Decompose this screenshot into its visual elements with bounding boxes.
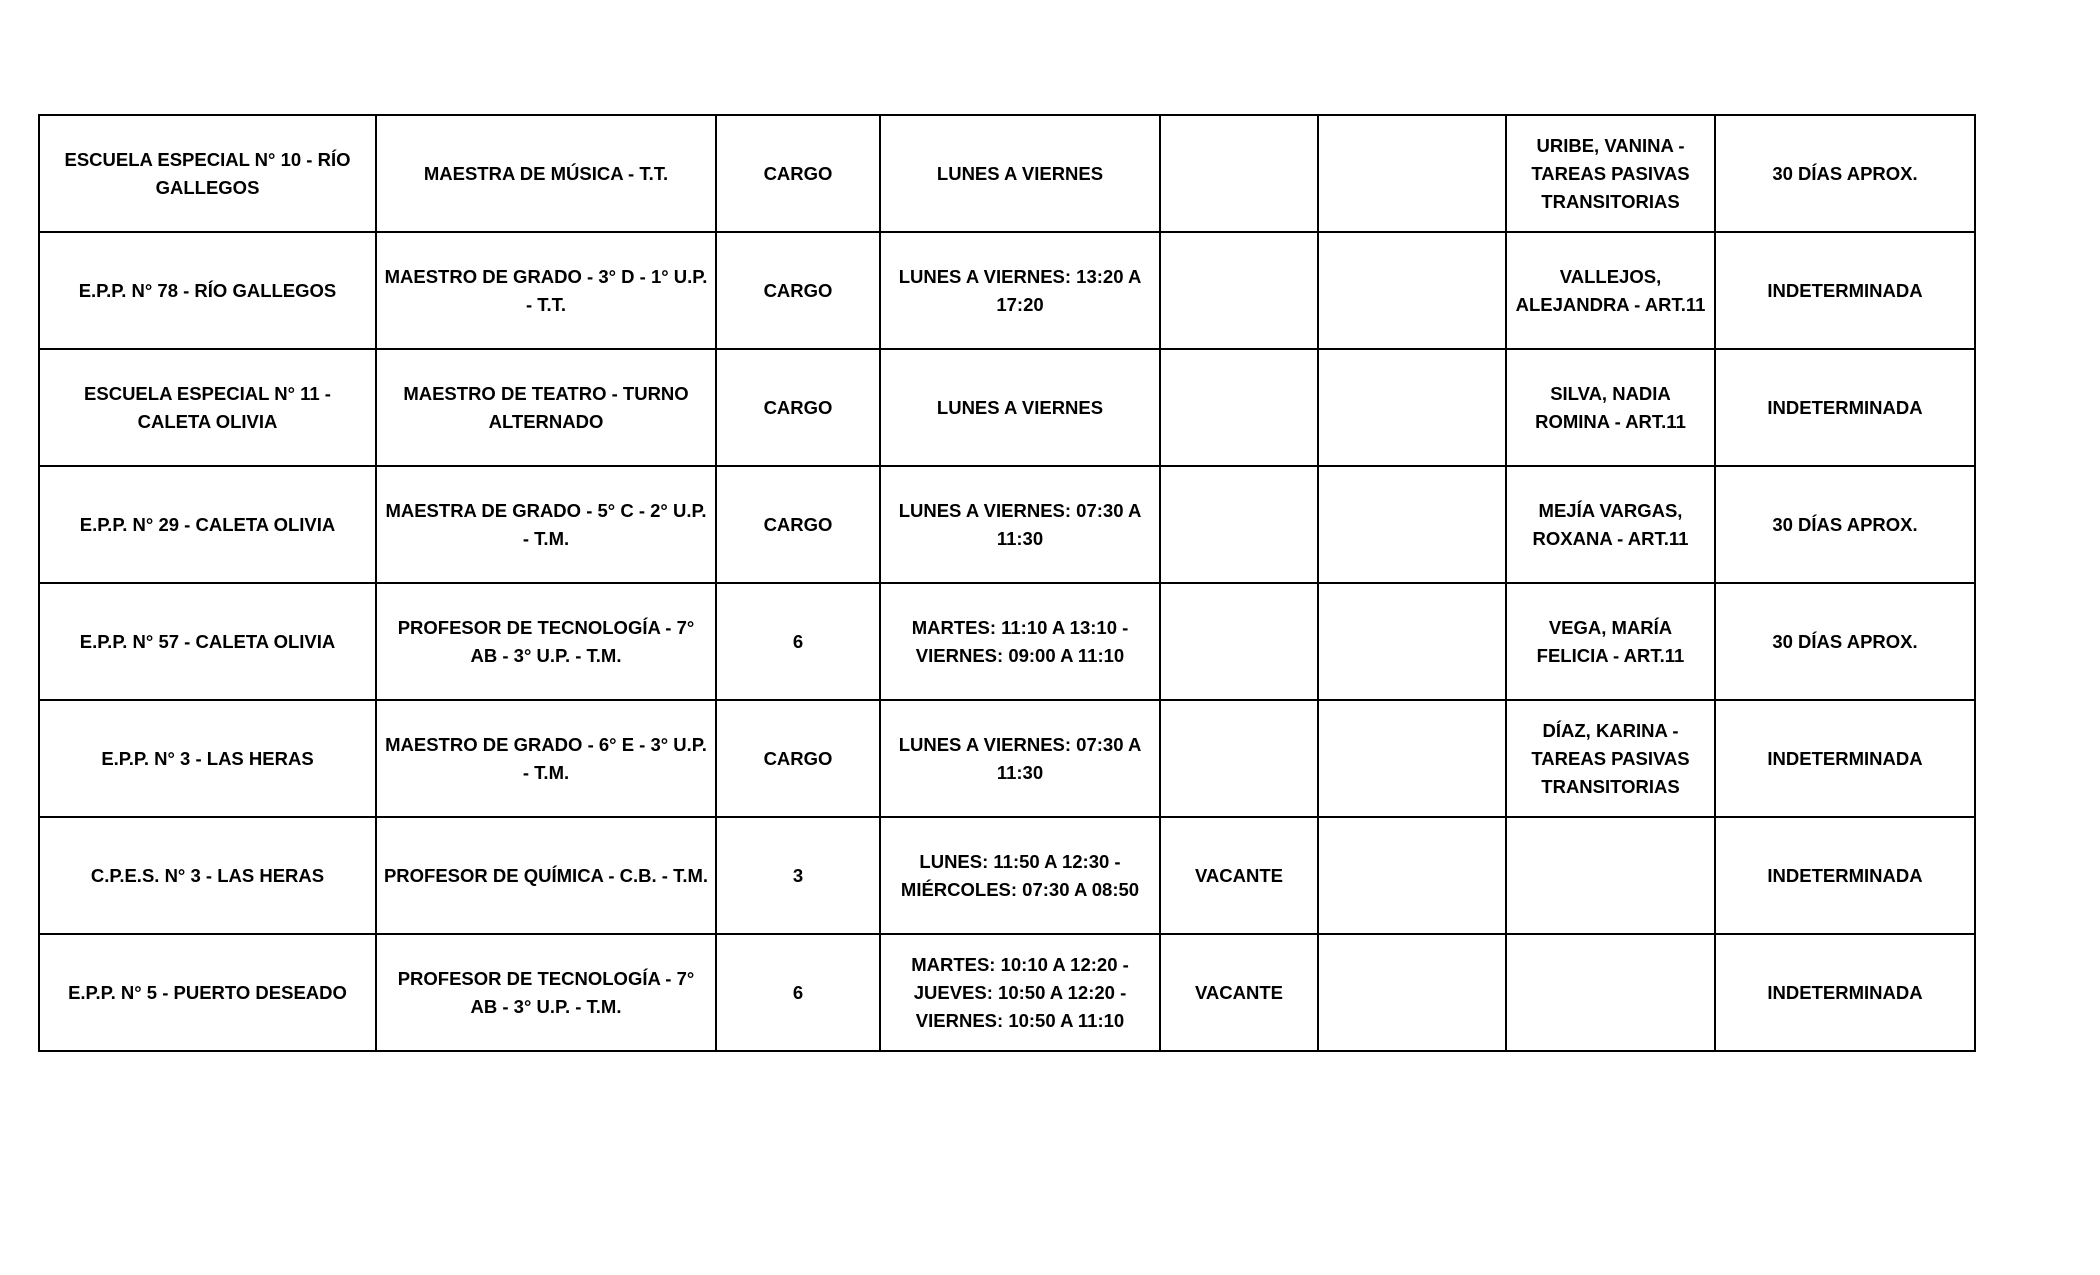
duration-cell: INDETERMINADA [1715, 700, 1975, 817]
status-cell [1160, 466, 1318, 583]
duration-cell: 30 DÍAS APROX. [1715, 583, 1975, 700]
status-cell [1160, 232, 1318, 349]
hours-cell: CARGO [716, 349, 880, 466]
status-cell [1160, 349, 1318, 466]
status-cell [1160, 583, 1318, 700]
position-cell: MAESTRO DE TEATRO - TURNO ALTERNADO [376, 349, 716, 466]
hours-cell: 6 [716, 583, 880, 700]
extra-cell [1318, 700, 1506, 817]
schedule-cell: LUNES A VIERNES: 07:30 A 11:30 [880, 700, 1160, 817]
schedule-cell: LUNES A VIERNES: 13:20 A 17:20 [880, 232, 1160, 349]
hours-cell: 3 [716, 817, 880, 934]
duration-cell: INDETERMINADA [1715, 817, 1975, 934]
holder-cell: VALLEJOS, ALEJANDRA - ART.11 [1506, 232, 1715, 349]
table-row [39, 232, 1975, 349]
duration-cell: 30 DÍAS APROX. [1715, 115, 1975, 232]
table-row [39, 115, 1975, 232]
table-row [39, 583, 1975, 700]
holder-cell: DÍAZ, KARINA - TAREAS PASIVAS TRANSITORIAS [1506, 700, 1715, 817]
status-cell: VACANTE [1160, 817, 1318, 934]
holder-cell: URIBE, VANINA - TAREAS PASIVAS TRANSITORIAS [1506, 115, 1715, 232]
position-cell: PROFESOR DE TECNOLOGÍA - 7° AB - 3° U.P. - T.M. [376, 934, 716, 1051]
schedule-cell: LUNES A VIERNES: 07:30 A 11:30 [880, 466, 1160, 583]
schedule-cell: LUNES: 11:50 A 12:30 - MIÉRCOLES: 07:30 A 08:50 [880, 817, 1160, 934]
position-cell: MAESTRA DE MÚSICA - T.T. [376, 115, 716, 232]
hours-cell: CARGO [716, 232, 880, 349]
extra-cell [1318, 466, 1506, 583]
school-cell: E.P.P. N° 78 - RÍO GALLEGOS [39, 232, 376, 349]
position-cell: PROFESOR DE QUÍMICA - C.B. - T.M. [376, 817, 716, 934]
extra-cell [1318, 817, 1506, 934]
holder-cell [1506, 817, 1715, 934]
table-row [39, 700, 1975, 817]
position-cell: MAESTRA DE GRADO - 5° C - 2° U.P. - T.M. [376, 466, 716, 583]
duration-cell: 30 DÍAS APROX. [1715, 466, 1975, 583]
table-row [39, 817, 1975, 934]
school-cell: E.P.P. N° 3 - LAS HERAS [39, 700, 376, 817]
schedule-cell: LUNES A VIERNES [880, 115, 1160, 232]
hours-cell: 6 [716, 934, 880, 1051]
holder-cell: MEJÍA VARGAS, ROXANA - ART.11 [1506, 466, 1715, 583]
school-cell: E.P.P. N° 5 - PUERTO DESEADO [39, 934, 376, 1051]
holder-cell [1506, 934, 1715, 1051]
school-cell: ESCUELA ESPECIAL N° 10 - RÍO GALLEGOS [39, 115, 376, 232]
position-cell: MAESTRO DE GRADO - 3° D - 1° U.P. - T.T. [376, 232, 716, 349]
duration-cell: INDETERMINADA [1715, 934, 1975, 1051]
schedule-cell: MARTES: 10:10 A 12:20 - JUEVES: 10:50 A 12:20 - VIERNES: 10:50 A 11:10 [880, 934, 1160, 1051]
extra-cell [1318, 583, 1506, 700]
schedule-cell: MARTES: 11:10 A 13:10 - VIERNES: 09:00 A 11:10 [880, 583, 1160, 700]
extra-cell [1318, 934, 1506, 1051]
table-row [39, 349, 1975, 466]
position-cell: MAESTRO DE GRADO - 6° E - 3° U.P. - T.M. [376, 700, 716, 817]
hours-cell: CARGO [716, 466, 880, 583]
status-cell [1160, 700, 1318, 817]
status-cell: VACANTE [1160, 934, 1318, 1051]
hours-cell: CARGO [716, 115, 880, 232]
extra-cell [1318, 115, 1506, 232]
extra-cell [1318, 349, 1506, 466]
school-cell: ESCUELA ESPECIAL N° 11 - CALETA OLIVIA [39, 349, 376, 466]
schedule-cell: LUNES A VIERNES [880, 349, 1160, 466]
status-cell [1160, 115, 1318, 232]
extra-cell [1318, 232, 1506, 349]
school-cell: C.P.E.S. N° 3 - LAS HERAS [39, 817, 376, 934]
duration-cell: INDETERMINADA [1715, 232, 1975, 349]
holder-cell: SILVA, NADIA ROMINA - ART.11 [1506, 349, 1715, 466]
holder-cell: VEGA, MARÍA FELICIA - ART.11 [1506, 583, 1715, 700]
vacancy-table [38, 114, 1976, 1052]
hours-cell: CARGO [716, 700, 880, 817]
position-cell: PROFESOR DE TECNOLOGÍA - 7° AB - 3° U.P. - T.M. [376, 583, 716, 700]
table-row [39, 466, 1975, 583]
duration-cell: INDETERMINADA [1715, 349, 1975, 466]
school-cell: E.P.P. N° 29 - CALETA OLIVIA [39, 466, 376, 583]
school-cell: E.P.P. N° 57 - CALETA OLIVIA [39, 583, 376, 700]
table-body [39, 115, 1975, 1051]
table-row [39, 934, 1975, 1051]
